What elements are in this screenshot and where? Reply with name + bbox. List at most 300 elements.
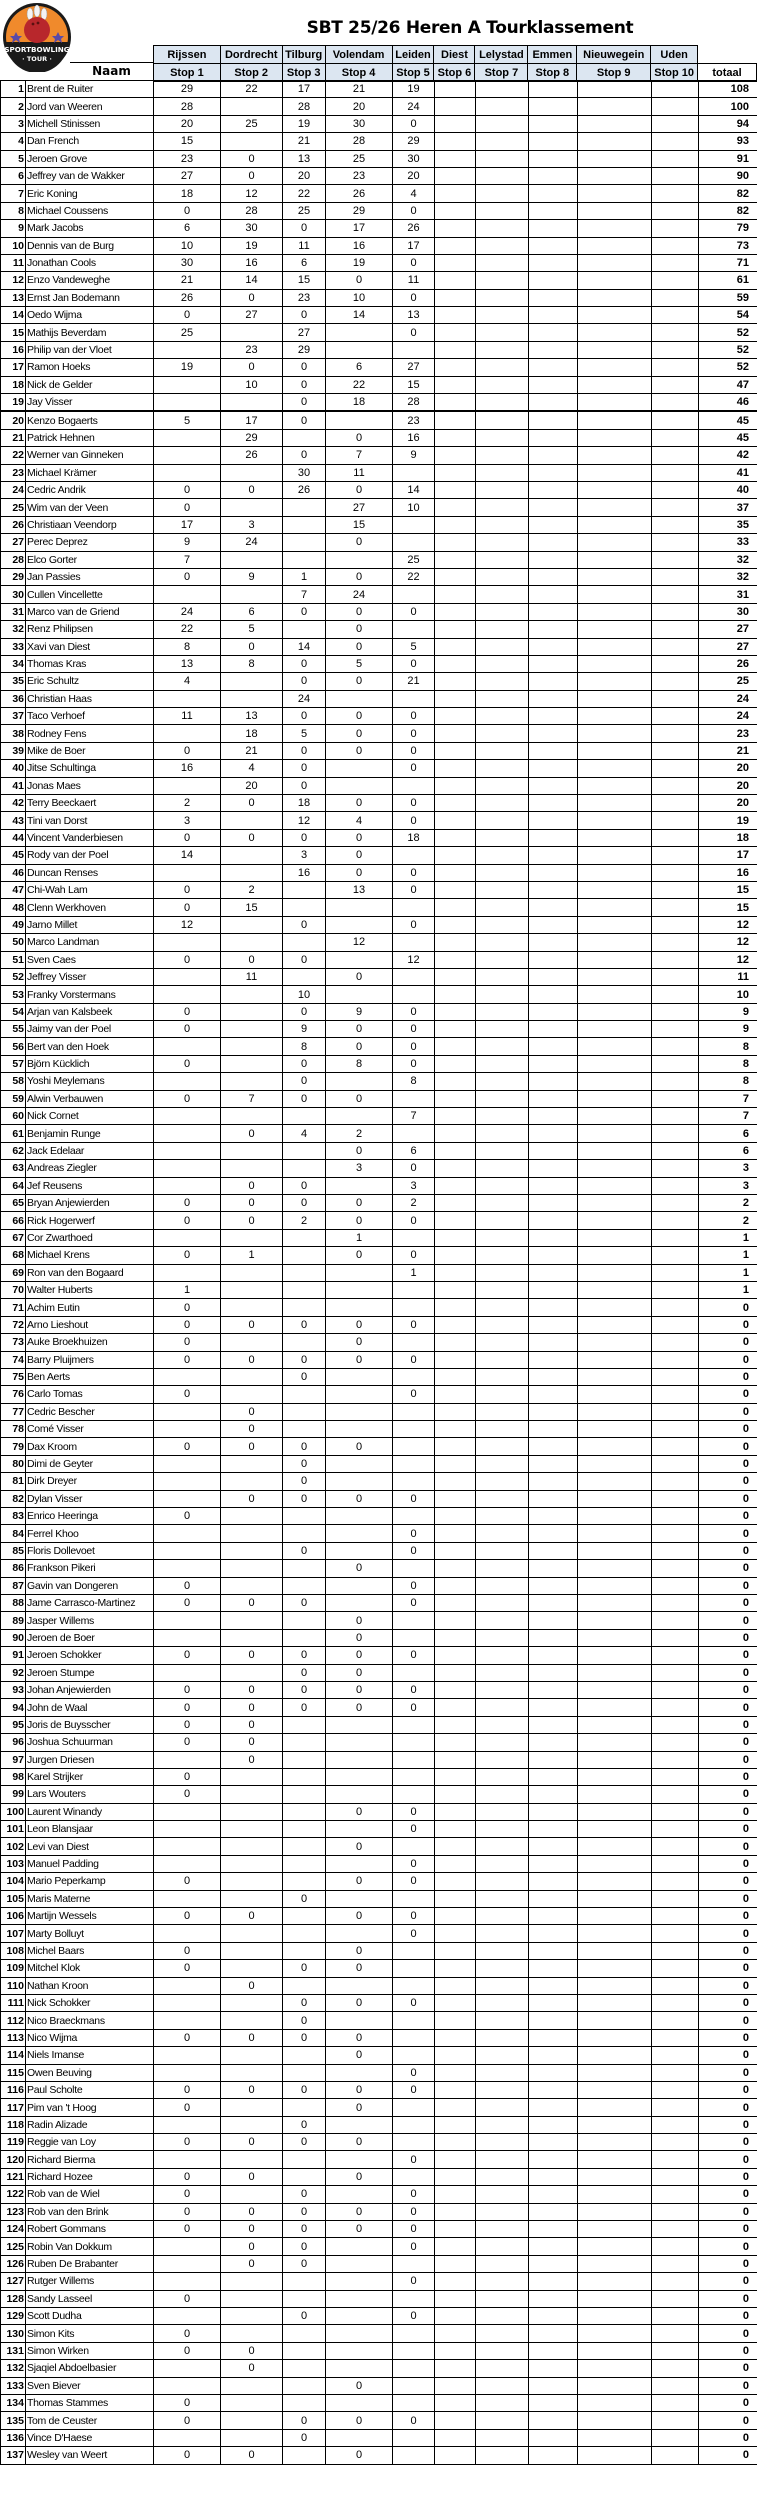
score-cell: [652, 394, 699, 412]
score-cell: [435, 1855, 476, 1872]
table-row: [1, 1594, 757, 1611]
score-cell: [221, 464, 283, 481]
score-cell: [578, 603, 652, 620]
score-cell: [652, 307, 699, 324]
rank-cell: 5: [1, 150, 26, 167]
score-cell: 0: [326, 1316, 393, 1333]
score-cell: 11: [393, 272, 435, 289]
score-cell: [476, 220, 529, 237]
score-cell: [578, 2151, 652, 2168]
score-cell: [435, 1473, 476, 1490]
score-cell: 0: [283, 777, 326, 794]
score-cell: [529, 1768, 578, 1785]
player-name: Robin Van Dokkum: [26, 2238, 154, 2255]
score-cell: 22: [221, 81, 283, 98]
score-cell: [578, 760, 652, 777]
score-cell: [435, 464, 476, 481]
table-row: [1, 881, 757, 898]
score-cell: [326, 2151, 393, 2168]
score-cell: [221, 2273, 283, 2290]
score-cell: [529, 1438, 578, 1455]
rank-cell: 105: [1, 1890, 26, 1907]
total-cell: 15: [699, 899, 757, 916]
score-cell: [652, 1647, 699, 1664]
table-row: [1, 2081, 757, 2098]
score-cell: [529, 254, 578, 271]
score-cell: 0: [326, 1994, 393, 2011]
rank-cell: 87: [1, 1577, 26, 1594]
score-cell: [578, 2221, 652, 2238]
score-cell: [529, 237, 578, 254]
score-cell: [283, 2151, 326, 2168]
score-cell: 0: [393, 1803, 435, 1820]
player-name: Oedo Wijma: [26, 307, 154, 324]
score-cell: [578, 2360, 652, 2377]
score-cell: [154, 2429, 221, 2446]
player-name: Tini van Dorst: [26, 812, 154, 829]
rank-cell: 13: [1, 289, 26, 306]
player-name: Lars Wouters: [26, 1786, 154, 1803]
score-cell: [578, 951, 652, 968]
score-cell: [529, 2203, 578, 2220]
table-row: [1, 464, 757, 481]
score-cell: [578, 324, 652, 341]
score-cell: [529, 1316, 578, 1333]
location-header: Dordrecht: [220, 46, 282, 64]
player-name: Marco Landman: [26, 934, 154, 951]
score-cell: [529, 2099, 578, 2116]
score-cell: [435, 1055, 476, 1072]
score-cell: [578, 899, 652, 916]
score-cell: 0: [154, 2099, 221, 2116]
score-cell: [435, 2429, 476, 2446]
score-cell: [578, 742, 652, 759]
score-cell: 0: [283, 708, 326, 725]
score-cell: [435, 2255, 476, 2272]
score-cell: 0: [326, 2168, 393, 2185]
score-cell: 0: [221, 2360, 283, 2377]
player-name: Rody van der Poel: [26, 847, 154, 864]
score-cell: [476, 568, 529, 585]
rank-cell: 76: [1, 1386, 26, 1403]
score-cell: [221, 1612, 283, 1629]
score-cell: [393, 1960, 435, 1977]
score-cell: 6: [221, 603, 283, 620]
score-cell: [476, 968, 529, 985]
score-cell: [435, 1612, 476, 1629]
score-cell: [435, 760, 476, 777]
logo-text-top: SPORTBOWLING: [4, 45, 70, 54]
score-cell: 0: [283, 1438, 326, 1455]
score-cell: [476, 1386, 529, 1403]
score-cell: 0: [154, 1212, 221, 1229]
score-cell: [652, 98, 699, 115]
table-row: [1, 98, 757, 115]
score-cell: 0: [326, 968, 393, 985]
score-cell: 0: [154, 1195, 221, 1212]
total-cell: 0: [699, 1629, 757, 1646]
score-cell: [529, 447, 578, 464]
score-cell: [221, 1542, 283, 1559]
player-name: Floris Dollevoet: [26, 1542, 154, 1559]
score-cell: 0: [393, 2186, 435, 2203]
table-row: [1, 1873, 757, 1890]
table-row: [1, 986, 757, 1003]
player-name: Perec Deprez: [26, 534, 154, 551]
score-cell: [529, 2029, 578, 2046]
player-name: Levi van Diest: [26, 1838, 154, 1855]
score-cell: [393, 1890, 435, 1907]
score-cell: [476, 2394, 529, 2411]
score-cell: [476, 534, 529, 551]
score-cell: 16: [283, 864, 326, 881]
score-cell: [476, 760, 529, 777]
score-cell: [393, 2134, 435, 2151]
score-cell: [221, 1508, 283, 1525]
score-cell: [578, 1699, 652, 1716]
score-cell: 19: [393, 81, 435, 98]
score-cell: [529, 394, 578, 412]
table-row: [1, 1699, 757, 1716]
stop-header: Stop 10: [651, 64, 698, 82]
score-cell: 0: [283, 829, 326, 846]
table-row: [1, 777, 757, 794]
player-name: Achim Eutin: [26, 1299, 154, 1316]
score-cell: [652, 1977, 699, 1994]
total-cell: 3: [699, 1160, 757, 1177]
score-cell: [283, 2342, 326, 2359]
total-cell: 42: [699, 447, 757, 464]
score-cell: [435, 951, 476, 968]
score-cell: 28: [326, 133, 393, 150]
score-cell: 0: [154, 1003, 221, 1020]
total-cell: 45: [699, 429, 757, 446]
score-cell: [326, 1368, 393, 1385]
table-row: [1, 829, 757, 846]
total-cell: 0: [699, 1890, 757, 1907]
score-cell: 0: [326, 2047, 393, 2064]
score-cell: 0: [393, 1594, 435, 1611]
score-cell: 19: [154, 359, 221, 376]
score-cell: 0: [326, 1803, 393, 1820]
score-cell: 21: [221, 742, 283, 759]
player-name: Dirk Dreyer: [26, 1473, 154, 1490]
score-cell: [435, 1925, 476, 1942]
rank-cell: 23: [1, 464, 26, 481]
player-name: Nick Cornet: [26, 1108, 154, 1125]
score-cell: [652, 795, 699, 812]
total-cell: 24: [699, 690, 757, 707]
score-cell: 0: [393, 202, 435, 219]
rank-cell: 117: [1, 2099, 26, 2116]
total-cell: 0: [699, 2168, 757, 2185]
score-cell: [529, 1473, 578, 1490]
table-row: [1, 1195, 757, 1212]
score-cell: 0: [393, 2238, 435, 2255]
location-header: Emmen: [528, 46, 577, 64]
table-row: [1, 1090, 757, 1107]
score-cell: [652, 115, 699, 132]
score-cell: [476, 1125, 529, 1142]
score-cell: [476, 742, 529, 759]
score-cell: 7: [221, 1090, 283, 1107]
player-name: Robert Gommans: [26, 2221, 154, 2238]
score-cell: 30: [283, 464, 326, 481]
score-cell: [476, 115, 529, 132]
score-cell: 0: [283, 1994, 326, 2011]
score-cell: [652, 1681, 699, 1698]
score-cell: 20: [154, 115, 221, 132]
total-cell: 17: [699, 847, 757, 864]
rank-cell: 46: [1, 864, 26, 881]
divider: [70, 62, 153, 63]
table-row: [1, 1821, 757, 1838]
total-cell: 0: [699, 1577, 757, 1594]
score-cell: 9: [283, 1021, 326, 1038]
total-cell: 0: [699, 1455, 757, 1472]
score-cell: [529, 916, 578, 933]
score-cell: [393, 986, 435, 1003]
score-cell: [476, 1942, 529, 1959]
score-cell: [652, 516, 699, 533]
score-cell: [435, 1960, 476, 1977]
score-cell: 29: [393, 133, 435, 150]
score-cell: 0: [283, 359, 326, 376]
score-cell: [652, 1525, 699, 1542]
score-cell: 23: [154, 150, 221, 167]
score-cell: 0: [326, 1490, 393, 1507]
total-cell: 0: [699, 1473, 757, 1490]
score-cell: [578, 2047, 652, 2064]
score-cell: [283, 2377, 326, 2394]
score-cell: 0: [154, 481, 221, 498]
player-name: Jack Edelaar: [26, 1142, 154, 1159]
score-cell: [435, 1821, 476, 1838]
score-cell: [393, 2099, 435, 2116]
player-name: Nathan Kroon: [26, 1977, 154, 1994]
score-cell: 0: [393, 795, 435, 812]
score-cell: [578, 2029, 652, 2046]
score-cell: [283, 534, 326, 551]
score-cell: 7: [283, 586, 326, 603]
score-cell: [578, 2412, 652, 2429]
score-cell: [435, 2116, 476, 2133]
score-cell: [393, 899, 435, 916]
score-cell: [578, 2447, 652, 2464]
score-cell: [578, 986, 652, 1003]
score-cell: [529, 1803, 578, 1820]
score-cell: 0: [283, 2134, 326, 2151]
score-cell: [578, 1873, 652, 1890]
rank-cell: 70: [1, 1281, 26, 1298]
rank-cell: 47: [1, 881, 26, 898]
score-cell: [476, 1160, 529, 1177]
score-cell: [393, 2325, 435, 2342]
table-row: [1, 2308, 757, 2325]
score-cell: [652, 968, 699, 985]
table-row: [1, 499, 757, 516]
score-cell: [529, 1125, 578, 1142]
page-title: SBT 25/26 Heren A Tourklassement: [306, 18, 634, 38]
score-cell: [154, 1108, 221, 1125]
score-cell: [652, 254, 699, 271]
score-cell: 0: [154, 1734, 221, 1751]
total-cell: 0: [699, 1403, 757, 1420]
table-row: [1, 760, 757, 777]
score-cell: [476, 638, 529, 655]
score-cell: [283, 968, 326, 985]
score-cell: [652, 708, 699, 725]
score-cell: 1: [326, 1229, 393, 1246]
total-cell: 0: [699, 2116, 757, 2133]
score-cell: [529, 1890, 578, 1907]
score-cell: [221, 1942, 283, 1959]
score-cell: 27: [283, 324, 326, 341]
score-cell: [529, 655, 578, 672]
score-cell: 0: [154, 2342, 221, 2359]
score-cell: [326, 1455, 393, 1472]
score-cell: [435, 2064, 476, 2081]
total-cell: 3: [699, 1177, 757, 1194]
score-cell: [578, 934, 652, 951]
score-cell: [326, 2360, 393, 2377]
score-cell: 0: [326, 429, 393, 446]
score-cell: [283, 499, 326, 516]
player-name: Jeroen Grove: [26, 150, 154, 167]
total-cell: 0: [699, 1594, 757, 1611]
player-name: Dimi de Geyter: [26, 1455, 154, 1472]
table-row: [1, 2029, 757, 2046]
table-row: [1, 359, 757, 376]
score-cell: [652, 1803, 699, 1820]
total-cell: 0: [699, 2290, 757, 2307]
score-cell: 10: [326, 289, 393, 306]
total-cell: 12: [699, 951, 757, 968]
score-cell: 5: [393, 638, 435, 655]
player-name: Mark Jacobs: [26, 220, 154, 237]
score-cell: [435, 1577, 476, 1594]
table-row: [1, 1629, 757, 1646]
score-cell: [578, 2377, 652, 2394]
score-cell: 30: [154, 254, 221, 271]
score-cell: 0: [393, 1490, 435, 1507]
score-cell: [283, 1421, 326, 1438]
score-cell: [529, 1368, 578, 1385]
rank-cell: 115: [1, 2064, 26, 2081]
score-cell: 0: [221, 2221, 283, 2238]
score-cell: [221, 1629, 283, 1646]
score-cell: [529, 81, 578, 98]
total-cell: 0: [699, 1421, 757, 1438]
score-cell: [578, 1803, 652, 1820]
score-cell: [435, 1508, 476, 1525]
location-header: Lelystad: [475, 46, 528, 64]
score-cell: [435, 1299, 476, 1316]
rank-cell: 102: [1, 1838, 26, 1855]
score-cell: 0: [283, 1594, 326, 1611]
score-cell: [435, 1090, 476, 1107]
score-cell: 0: [326, 1681, 393, 1698]
score-cell: 2: [326, 1125, 393, 1142]
player-name: Radin Alizade: [26, 2116, 154, 2133]
score-cell: [476, 934, 529, 951]
total-cell: 0: [699, 2134, 757, 2151]
score-cell: [283, 551, 326, 568]
score-cell: [435, 1751, 476, 1768]
bowling-ball-icon: [24, 17, 50, 43]
stop-header: Stop 2: [220, 64, 282, 82]
table-row: [1, 1455, 757, 1472]
score-cell: 0: [221, 1195, 283, 1212]
score-cell: [154, 447, 221, 464]
score-cell: [578, 133, 652, 150]
score-cell: 0: [154, 1699, 221, 1716]
score-cell: [529, 341, 578, 358]
score-cell: [435, 2168, 476, 2185]
table-row: [1, 447, 757, 464]
stop-header: Stop 8: [528, 64, 577, 82]
score-cell: [393, 1734, 435, 1751]
score-cell: [221, 1960, 283, 1977]
score-cell: [529, 185, 578, 202]
score-cell: 0: [326, 1908, 393, 1925]
table-row: [1, 254, 757, 271]
score-cell: [435, 1368, 476, 1385]
score-cell: [221, 1525, 283, 1542]
score-cell: [652, 603, 699, 620]
score-cell: [154, 1403, 221, 1420]
score-cell: [529, 881, 578, 898]
total-cell: 93: [699, 133, 757, 150]
score-cell: [326, 2273, 393, 2290]
score-cell: 0: [326, 1942, 393, 1959]
score-cell: [529, 481, 578, 498]
player-name: Tom de Ceuster: [26, 2412, 154, 2429]
score-cell: 16: [154, 760, 221, 777]
score-cell: 0: [154, 829, 221, 846]
score-cell: [326, 1786, 393, 1803]
score-cell: [529, 1090, 578, 1107]
score-cell: [578, 411, 652, 429]
score-cell: [529, 899, 578, 916]
score-cell: 0: [154, 1908, 221, 1925]
score-cell: 0: [283, 916, 326, 933]
score-cell: [326, 1421, 393, 1438]
total-cell: 0: [699, 1716, 757, 1733]
score-cell: [435, 2308, 476, 2325]
score-cell: [652, 847, 699, 864]
total-cell: 26: [699, 655, 757, 672]
score-cell: [578, 1247, 652, 1264]
score-cell: [578, 499, 652, 516]
rank-cell: 82: [1, 1490, 26, 1507]
score-cell: [435, 2099, 476, 2116]
score-cell: [435, 1438, 476, 1455]
score-cell: [578, 968, 652, 985]
score-cell: 0: [221, 1177, 283, 1194]
score-cell: [652, 237, 699, 254]
score-cell: [154, 1890, 221, 1907]
score-cell: [283, 1803, 326, 1820]
score-cell: [529, 411, 578, 429]
score-cell: [578, 1281, 652, 1298]
score-cell: [476, 2064, 529, 2081]
score-cell: [393, 1612, 435, 1629]
score-cell: [393, 1716, 435, 1733]
score-cell: 17: [326, 220, 393, 237]
rank-cell: 21: [1, 429, 26, 446]
score-cell: [435, 2273, 476, 2290]
